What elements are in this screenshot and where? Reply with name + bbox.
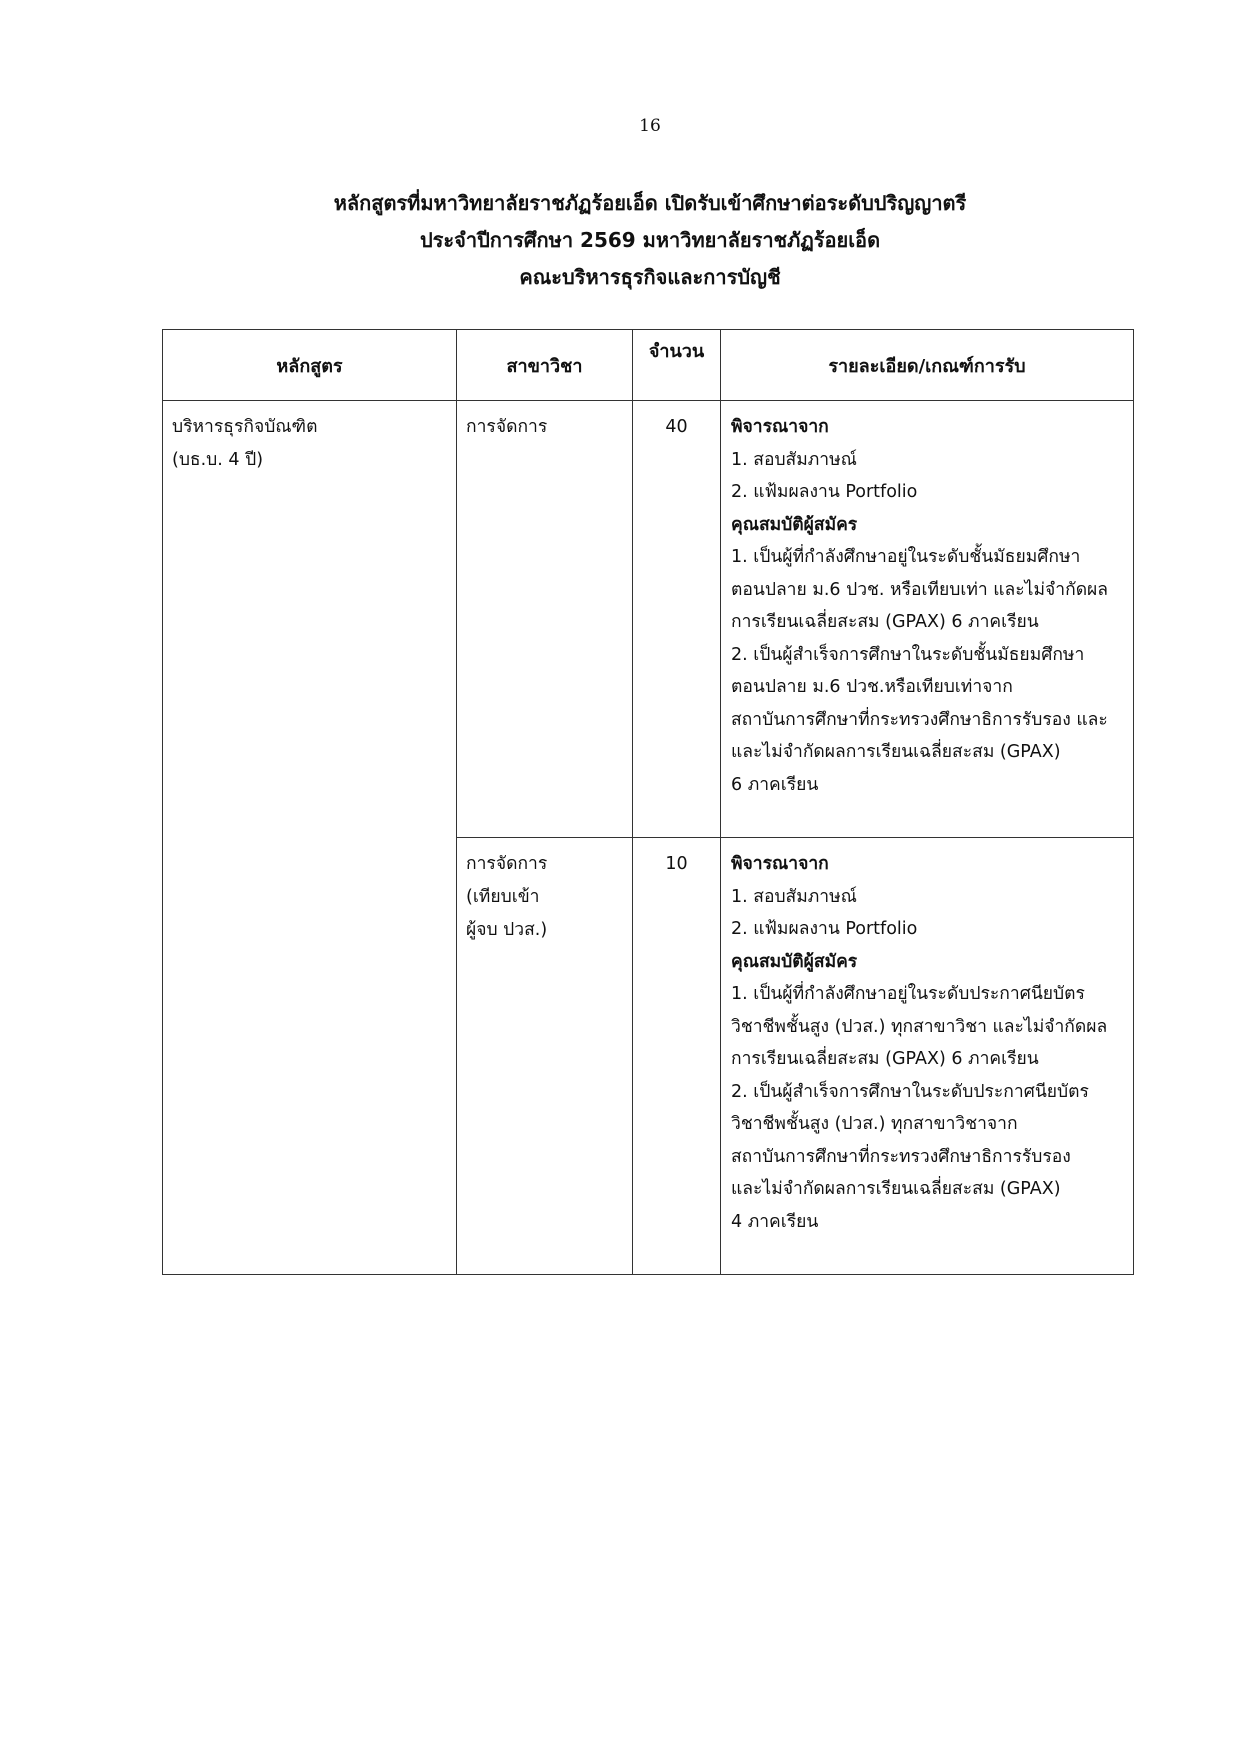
consider-item: 2. แฟ้มผลงาน Portfolio bbox=[731, 482, 918, 502]
qualification-line: ตอนปลาย ม.6 ปวช. หรือเทียบเท่า และไม่จำกัดผล bbox=[731, 579, 1109, 600]
table-header-row bbox=[163, 330, 1134, 401]
qualification-line: 4 ภาคเรียน bbox=[731, 1211, 819, 1232]
consider-item: 1. สอบสัมภาษณ์ bbox=[731, 886, 857, 907]
major-line: ผู้จบ ปวส.) bbox=[466, 920, 548, 940]
qualification-line: 1. เป็นผู้ที่กำลังศึกษาอยู่ในระดับชั้นมัธยมศึกษา bbox=[731, 547, 1081, 567]
qualification-line: วิชาชีพชั้นสูง (ปวส.) ทุกสาขาวิชา และไม่จำกัดผล bbox=[731, 1016, 1108, 1037]
consider-item: 1. สอบสัมภาษณ์ bbox=[731, 449, 857, 470]
qualification-heading: คุณสมบัติผู้สมัคร bbox=[731, 951, 858, 972]
qualification-line: การเรียนเฉลี่ยสะสม (GPAX) 6 ภาคเรียน bbox=[731, 612, 1039, 632]
qualification-line: และไม่จำกัดผลการเรียนเฉลี่ยสะสม (GPAX) bbox=[731, 1179, 1061, 1199]
qualification-line: 1. เป็นผู้ที่กำลังศึกษาอยู่ในระดับประกาศนียบัตร bbox=[731, 984, 1085, 1004]
qualification-line: สถาบันการศึกษาที่กระทรวงศึกษาธิการรับรอง bbox=[731, 1146, 1071, 1167]
page-number: 16 bbox=[639, 116, 661, 136]
qualification-line: ตอนปลาย ม.6 ปวช.หรือเทียบเท่าจาก bbox=[731, 677, 1013, 697]
qualification-line: การเรียนเฉลี่ยสะสม (GPAX) 6 ภาคเรียน bbox=[731, 1049, 1039, 1069]
consider-item: 2. แฟ้มผลงาน Portfolio bbox=[731, 919, 918, 939]
count-cell bbox=[633, 838, 721, 1275]
qualification-line: สถาบันการศึกษาที่กระทรวงศึกษาธิการรับรอง และ bbox=[731, 709, 1108, 730]
header-major: สาขาวิชา bbox=[457, 330, 633, 401]
program-name: บริหารธุรกิจบัณฑิต bbox=[172, 417, 318, 437]
major-line: (เทียบเข้า bbox=[466, 887, 540, 907]
count-value: 10 bbox=[665, 854, 688, 874]
count-cell bbox=[633, 401, 721, 838]
major-cell bbox=[457, 838, 633, 1275]
qualification-line: 2. เป็นผู้สำเร็จการศึกษาในระดับชั้นมัธยมศึกษา bbox=[731, 644, 1085, 665]
qualification-line: 2. เป็นผู้สำเร็จการศึกษาในระดับประกาศนียบัตร bbox=[731, 1081, 1089, 1102]
consider-heading: พิจารณาจาก bbox=[731, 417, 829, 437]
program-degree: (บธ.บ. 4 ปี) bbox=[172, 450, 264, 470]
details-cell bbox=[721, 838, 1134, 1275]
table-row bbox=[163, 401, 1134, 838]
qualification-line: วิชาชีพชั้นสูง (ปวส.) ทุกสาขาวิชาจาก bbox=[731, 1114, 1018, 1134]
major-cell bbox=[457, 401, 633, 838]
details-cell bbox=[721, 401, 1134, 838]
header-details: รายละเอียด/เกณฑ์การรับ bbox=[721, 330, 1134, 401]
program-cell bbox=[163, 401, 457, 1275]
qualification-line: 6 ภาคเรียน bbox=[731, 774, 819, 795]
consider-heading: พิจารณาจาก bbox=[731, 854, 829, 874]
major-line: การจัดการ bbox=[466, 417, 548, 437]
admission-table bbox=[162, 329, 1134, 1275]
title-line-2: ประจำปีการศึกษา 2569 มหาวิทยาลัยราชภัฏร้อยเอ็ด bbox=[419, 228, 881, 252]
document-title bbox=[0, 185, 1241, 296]
major-line: การจัดการ bbox=[466, 854, 548, 874]
title-line-3: คณะบริหารธุรกิจและการบัญชี bbox=[519, 265, 781, 289]
count-value: 40 bbox=[665, 417, 688, 437]
qualification-heading: คุณสมบัติผู้สมัคร bbox=[731, 514, 858, 535]
header-count: จำนวน bbox=[633, 330, 721, 401]
header-program: หลักสูตร bbox=[163, 330, 457, 401]
qualification-line: และไม่จำกัดผลการเรียนเฉลี่ยสะสม (GPAX) bbox=[731, 742, 1061, 762]
title-line-1: หลักสูตรที่มหาวิทยาลัยราชภัฏร้อยเอ็ด เปิดรับเข้าศึกษาต่อระดับปริญญาตรี bbox=[333, 191, 967, 215]
